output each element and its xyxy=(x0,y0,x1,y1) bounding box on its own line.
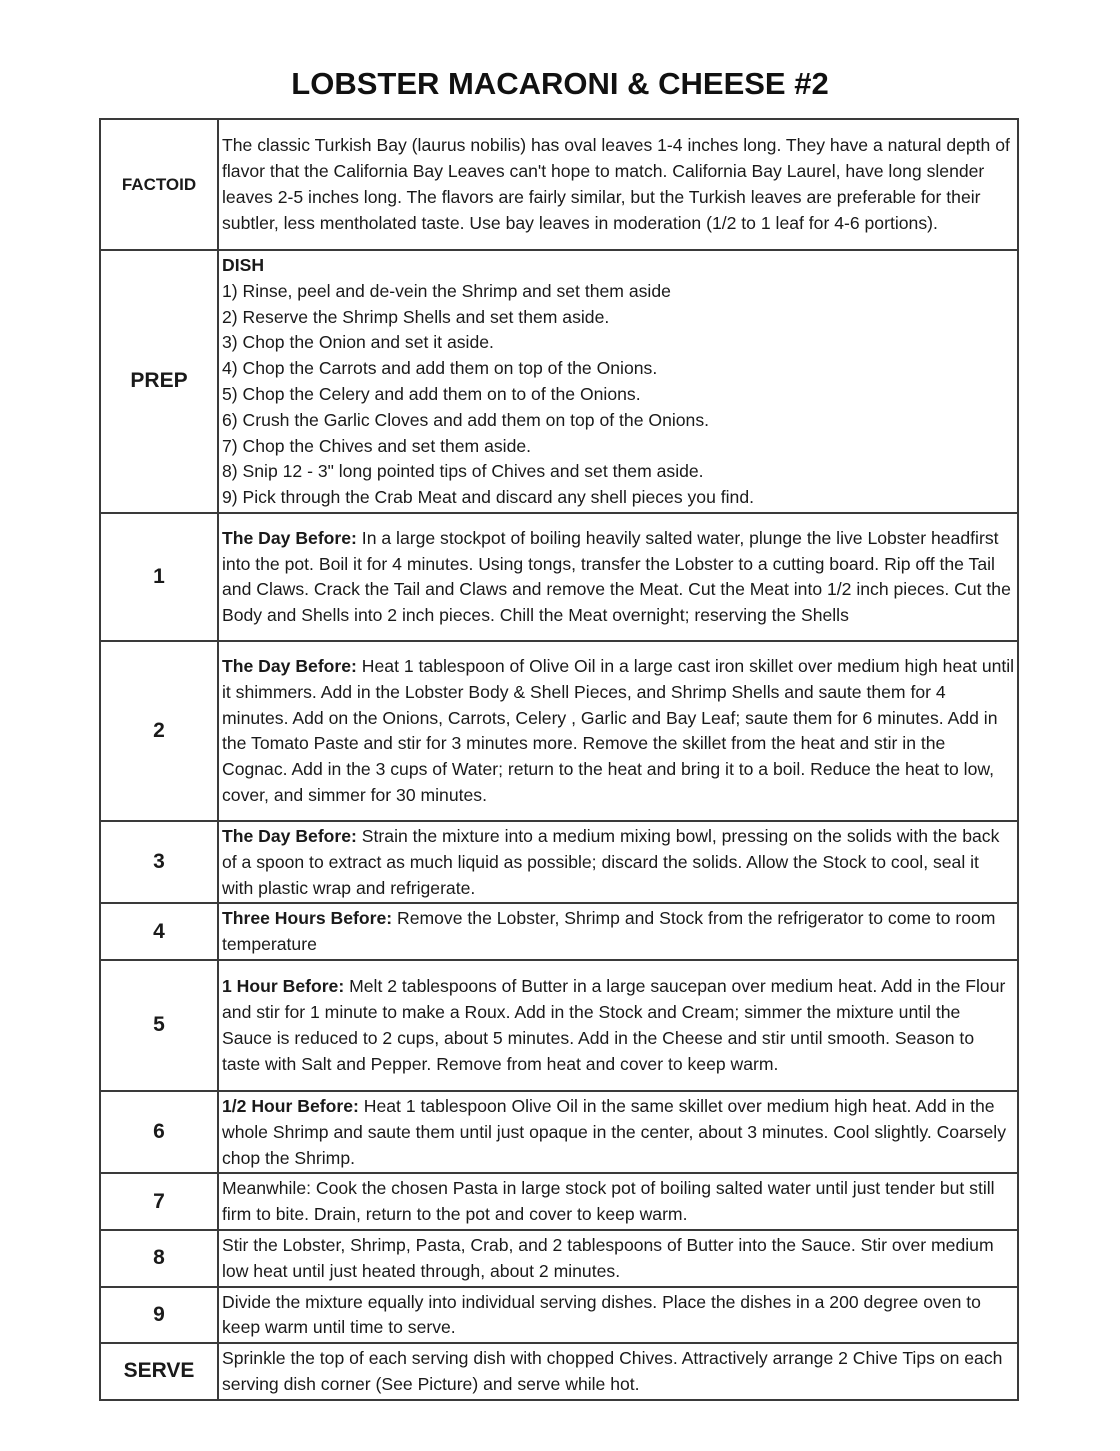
step-body: Sprinkle the top of each serving dish with chopped Chives. Attractively arrange 2 Chive Tips on each serving dish corner (See Picture) and serve while hot. xyxy=(222,1348,1003,1394)
prep-item: 3) Chop the Onion and set it aside. xyxy=(222,332,494,353)
step-number: 9 xyxy=(100,1287,218,1344)
row-label: PREP xyxy=(100,250,218,513)
recipe-title: LOBSTER MACARONI & CHEESE #2 xyxy=(291,66,829,101)
step-row xyxy=(100,960,1018,1091)
step-body: Heat 1 tablespoon Olive Oil in the same skillet over medium high heat. Add in the whole Shrimp and saute them until just opaque in the center, about 3 minutes. Cool slightly. Coarsely chop the Shrimp. xyxy=(222,1095,1007,1168)
step-body: In a large stockpot of boiling heavily salted water, plunge the live Lobster headfirst into the pot. Boil it for 4 minutes. Using tongs, transfer the Lobster to a cutting board. Rip off the Tail and Claws. Crack the Tail and Claws and remove the Meat. Cut the Meat into 1/2 inch pieces. Cut the Body and Shells into 2 inch pieces. Chill the Meat overnight; reserving the Shells xyxy=(222,527,1011,626)
step-number: 5 xyxy=(100,960,218,1091)
step-text xyxy=(218,1091,1018,1173)
step-text xyxy=(218,1287,1018,1344)
step-text xyxy=(218,903,1018,960)
step-row xyxy=(100,1230,1018,1287)
prep-item: 6) Crush the Garlic Cloves and add them on top of the Onions. xyxy=(222,409,710,430)
step-body: Melt 2 tablespoons of Butter in a large saucepan over medium heat. Add in the Flour and stir for 1 minute to make a Roux. Add in the Stock and Cream; simmer the mixture until the Sauce is reduced to 2 cups, about 5 minutes. Add in the Cheese and stir until smooth. Season to taste with Salt and Pepper. Remove from heat and cover to keep warm. xyxy=(222,976,1006,1074)
row-label: SERVE xyxy=(100,1343,218,1400)
step-text xyxy=(218,821,1018,903)
prep-heading: DISH xyxy=(222,255,265,275)
step-number: 1 xyxy=(100,513,218,641)
step-body: Divide the mixture equally into individual serving dishes. Place the dishes in a 200 degree oven to keep warm until time to serve. xyxy=(222,1291,981,1338)
step-number: 3 xyxy=(100,821,218,903)
step-row xyxy=(100,513,1018,641)
prep-row xyxy=(100,250,1018,513)
prep-text xyxy=(218,250,1018,513)
serve-text xyxy=(218,1343,1018,1400)
serve-row xyxy=(100,1343,1018,1400)
step-number: 4 xyxy=(100,903,218,960)
step-lead: The Day Before: xyxy=(222,656,357,677)
step-row xyxy=(100,821,1018,903)
step-text xyxy=(218,1230,1018,1287)
step-number: 2 xyxy=(100,641,218,821)
prep-item: 4) Chop the Carrots and add them on top of the Onions. xyxy=(222,358,658,379)
factoid-text: The classic Turkish Bay (laurus nobilis) has oval leaves 1-4 inches long. They have a natural depth of flavor that the California Bay Leaves can't hope to match. California Bay Laurel, have long slender leaves 2-5 inches long. The flavors are fairly similar, but the Turkish leaves are preferable for their subtler, less mentholated taste. Use bay leaves in moderation (1/2 to 1 leaf for 4-6 portions). xyxy=(218,119,1018,250)
step-row xyxy=(100,903,1018,960)
step-row xyxy=(100,641,1018,821)
step-lead: 1/2 Hour Before: xyxy=(222,1095,359,1116)
step-number: 7 xyxy=(100,1173,218,1230)
step-lead: 1 Hour Before: xyxy=(222,976,345,997)
step-body: Remove the Lobster, Shrimp and Stock from the refrigerator to come to room temperature xyxy=(222,908,996,955)
recipe-table xyxy=(99,118,1019,1401)
prep-item: 9) Pick through the Crab Meat and discard any shell pieces you find. xyxy=(222,487,755,508)
step-body: Strain the mixture into a medium mixing bowl, pressing on the solids with the back of a spoon to extract as much liquid as possible; discard the solids. Allow the Stock to cool, seal it with plastic wrap and refrigerate. xyxy=(222,825,1000,898)
step-text xyxy=(218,1173,1018,1230)
prep-item: 1) Rinse, peel and de-vein the Shrimp and set them aside xyxy=(222,280,671,301)
step-text xyxy=(218,513,1018,641)
row-label: FACTOID xyxy=(100,119,218,250)
step-body: Heat 1 tablespoon of Olive Oil in a large cast iron skillet over medium high heat until it shimmers. Add in the Lobster Body & Shell Pieces, and Shrimp Shells and saute them for 4 minutes. Add on the Onions, Carrots, Celery , Garlic and Bay Leaf; saute them for 6 minutes. Add in the Tomato Paste and stir for 3 minutes more. Remove the skillet from the heat and stir in the Cognac. Add in the 3 cups of Water; return to the heat and bring it to a boil. Reduce the heat to low, cover, and simmer for 30 minutes. xyxy=(222,656,1015,806)
step-row xyxy=(100,1091,1018,1173)
factoid-row xyxy=(100,119,1018,250)
step-text xyxy=(218,960,1018,1091)
prep-item: 5) Chop the Celery and add them on to of the Onions. xyxy=(222,383,641,404)
step-text xyxy=(218,641,1018,821)
step-body: Meanwhile: Cook the chosen Pasta in large stock pot of boiling salted water until just tender but still firm to bite. Drain, return to the pot and cover to keep warm. xyxy=(222,1178,995,1225)
step-lead: The Day Before: xyxy=(222,825,357,846)
prep-item: 2) Reserve the Shrimp Shells and set them aside. xyxy=(222,306,610,327)
step-body: Stir the Lobster, Shrimp, Pasta, Crab, and 2 tablespoons of Butter into the Sauce. Stir over medium low heat until just heated through, about 2 minutes. xyxy=(222,1234,994,1281)
step-row xyxy=(100,1287,1018,1344)
step-lead: The Day Before: xyxy=(222,527,357,548)
step-row xyxy=(100,1173,1018,1230)
prep-item: 7) Chop the Chives and set them aside. xyxy=(222,435,532,456)
step-number: 8 xyxy=(100,1230,218,1287)
prep-item: 8) Snip 12 - 3" long pointed tips of Chives and set them aside. xyxy=(222,461,704,482)
step-lead: Three Hours Before: xyxy=(222,908,393,929)
step-number: 6 xyxy=(100,1091,218,1173)
